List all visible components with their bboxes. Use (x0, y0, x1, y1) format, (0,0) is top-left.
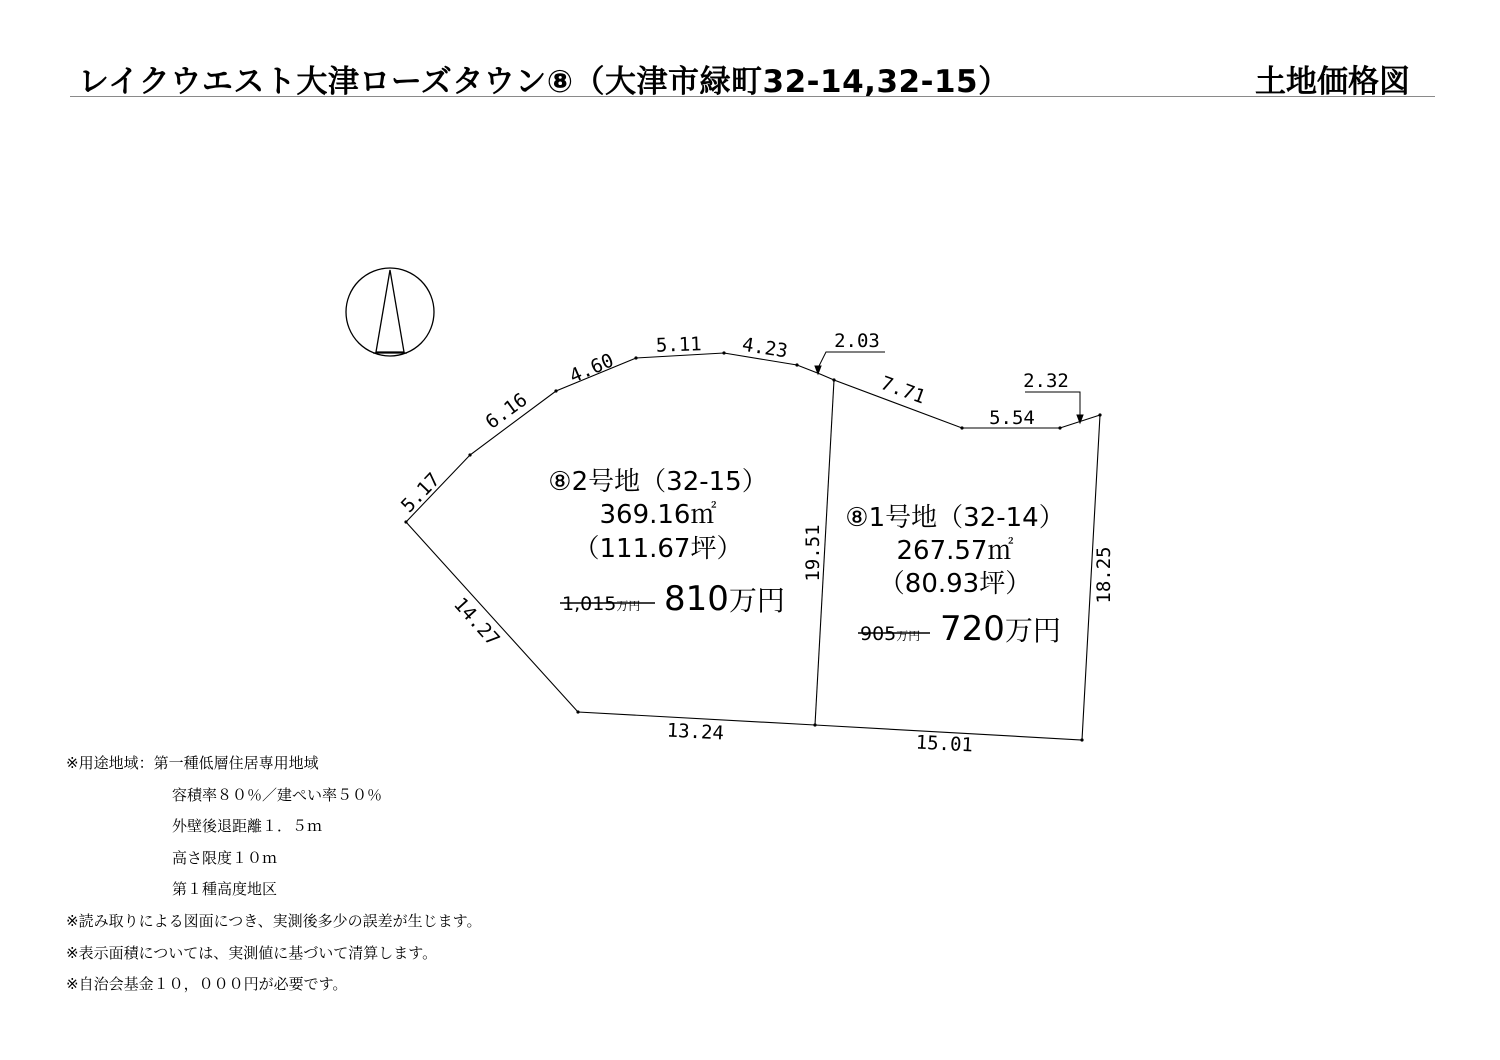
lot-1-price: 720 (940, 609, 1005, 649)
length-label: 6.16 (481, 388, 532, 434)
lot-2-old-price: 1,015 (562, 593, 617, 615)
svg-text:720万円 (940, 609, 1061, 649)
page-title: レイクウエスト大津ローズタウン⑧（大津市緑町32-14,32-15） (78, 64, 1010, 100)
lot-1-info (845, 503, 1064, 649)
note-setback: 外壁後退距離１．５ｍ (172, 817, 323, 836)
svg-text:1,015万円 (562, 593, 640, 615)
length-label: 2.32 (1023, 370, 1069, 392)
length-label: 5.11 (655, 333, 703, 357)
note-zoning: ※用途地域：第一種低層住居専用地域 (66, 754, 319, 772)
lot-2-info (548, 467, 785, 619)
lot-2-old-price-unit: 万円 (616, 599, 641, 613)
length-label: 14.27 (449, 593, 504, 651)
lot-2-area-tsubo: （111.67坪） (573, 534, 743, 564)
length-label: 15.01 (915, 731, 974, 757)
length-label: 5.17 (396, 468, 445, 517)
lot-1-price-unit: 万円 (1004, 614, 1061, 647)
lot-1-old-price-unit: 万円 (896, 629, 921, 643)
document-kind: 土地価格図 (1255, 64, 1410, 100)
note-height-district: 第１種高度地区 (172, 880, 278, 899)
north-arrow-icon (346, 268, 434, 356)
lot-1-name: ⑧1号地（32-14） (845, 503, 1065, 533)
length-label: 5.54 (989, 407, 1035, 429)
svg-text:905万円 (860, 623, 920, 645)
note-reading: ※読み取りによる図面につき、実測後多少の誤差が生じます。 (66, 911, 482, 930)
length-label: 7.71 (877, 372, 929, 409)
lot-1-area-m2: 267.57㎡ (896, 536, 1014, 566)
length-label: 18.25 (1093, 546, 1115, 604)
notes-section (66, 748, 481, 1001)
lot-2-name: ⑧2号地（32-15） (548, 467, 768, 497)
lot-2-area-m2: 369.16㎡ (599, 500, 717, 530)
lot-2-price-unit: 万円 (728, 584, 785, 617)
lot-1-area-tsubo: （80.93坪） (878, 569, 1032, 599)
note-fund: ※自治会基金１０，０００円が必要です。 (66, 975, 348, 994)
note-height: 高さ限度１０ｍ (172, 848, 278, 867)
length-label: 2.03 (834, 330, 880, 352)
length-label: 4.23 (740, 333, 790, 363)
length-label: 19.51 (802, 524, 824, 582)
length-label: 4.60 (566, 349, 618, 388)
lot-1-old-price: 905 (860, 623, 897, 645)
lot-2-price: 810 (664, 579, 729, 619)
svg-text:810万円 (664, 579, 785, 619)
length-label: 13.24 (666, 719, 725, 745)
note-area: ※表示面積については、実測値に基づいて清算します。 (66, 943, 438, 962)
note-zoning-ratio: 容積率８０％／建ぺい率５０％ (172, 785, 383, 804)
